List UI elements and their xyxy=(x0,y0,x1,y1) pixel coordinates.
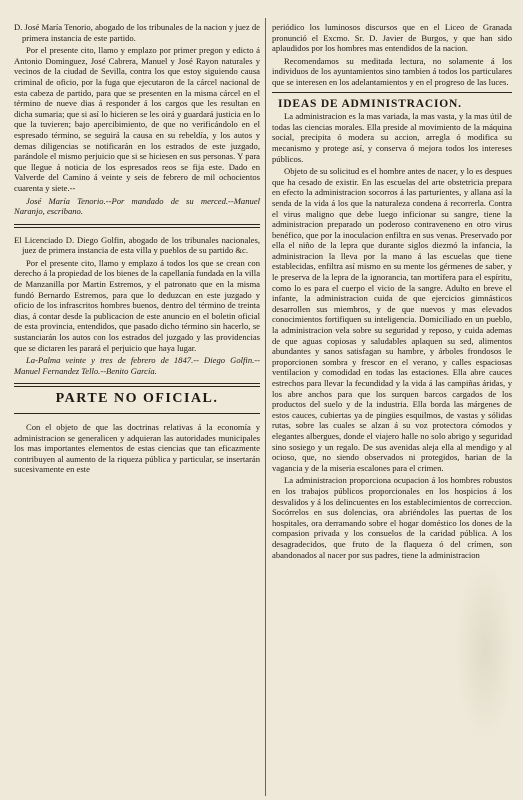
left-column xyxy=(14,22,260,477)
right-column xyxy=(272,22,512,562)
notice-golfin-signature: La-Palma veinte y tres de febrero de 1847.-- Diego Golfin.-- Manuel Fernandez Tello.--Benito García. xyxy=(14,355,260,376)
section-separator-bottom xyxy=(14,413,260,414)
administration-paragraph-2: Objeto de su solicitud es el hombre antes de nacer, y lo es despues que ha cesado de existir. En las escuelas del arte obstetricia prepara en efecto la administracion socorros á las parturientes, y allana así la senda de la vida á los que la naturaleza condena á recorrerla. Contra el virus maligno que debe luego inficionar su sangre, tiene la administracion preparado un poderoso contraveneno en otro virus benéfico, que por la inoculacion enfiltra en sus venas. Preservado por ella el niño de la lepra que durante siglos diezmó la infancia, la administracion la lleva por la mano á las escuelas que tiene establecidas, enfiltra así mismo en su mente los gérmenes de saber, y le preserva de la lepra de la ignorancia, tan mortífera para el espíritu, como lo es para el cuerpo el vicio de la sangre. Adulto en breve el infante, la administracion cuida de que ejercicios gimnásticos desarrollen sus miembros, y de que nuevos y mas elevados conocimientos fortifiquen su inteligencia. Domiciliado en un pueblo, la administracion vela sobre su seguridad y reposo, y cuida ademas de que aguas copiosas y saludables aplaquen su sed, alimentos abundantes y sanos satisfagan su hambre, y árboles frondosos le proporcionen sombra y frescor en el verano, y calles espaciosas ventilacion y comodidad en todas las estaciones. Ella abre cauces estrechos para llevar la fecundidad y la vida á las campiñas áridas, y los abre anchos para que los surquen barcos cargados de los productos del suelo y de la industria. Ella borda las márgenes de estos cauces, cubiertas ya de pingües esquilmos, de vastas y sólidas rutas, sobre las cuales se alzan á su voz protectora cómodos y elegantes albergues, donde el viajero halle no solo abrigo y seguridad sino sosiego y un regalo. De sus avenidas aleja ella al mendigo y al ocioso, que, no siendo observados ni protegidos, harian de la vagancia y de la miseria escalones para el crimen. xyxy=(272,166,512,473)
recommendation-paragraph: Recomendamos su meditada lectura, no solamente á los individuos de los ayuntamientos sino tambien á todos los particulares que se interesen en los adelantamientos y en el progreso de las luces. xyxy=(272,55,512,87)
notice-tenorio-body: Por el presente cito, llamo y emplazo por primer pregon y edicto á Antonio Dominguez, José Cabrera, Manuel y José Rayon naturales y vecinos de la ciudad de Sevilla, contra los que estoy siguiendo causa criminal de oficio, por la fuga que ejecutaron de la cárcel nacional de esta cabeza de partido, para que se presenten en la misma cárcel en el término de nueve dias á responder á los cargos que les resultan en dicha sumaria; que si así lo hicieren se les oirá y guardará justicia en lo que la tuvieren; bajo apercibimiento, de que no verificándolo en el espresado término, se seguirá la causa en su rebeldía, y los autos y demas diligencias se notificarán en los estrados de este juzgado, parándole el mismo perjuicio que si se hiciesen en sus personas. Y para que llegue á noticia de los espresados reos se fija este. Dado en Valverde del Camino á veinte y seis de febrero de mil ochocientos cuarenta y siete.-- xyxy=(14,45,260,193)
section-separator-top xyxy=(14,383,260,387)
intro-paragraph: Con el objeto de que las doctrinas relativas á la economía y administracion se generalicen y adquieran las autoridades municipales los mas importantes elementos de estas ciencias que tan eficazmente contribuyen al aumento de la riqueza pública y particular, se insertarán sucesivamente en este xyxy=(14,422,260,475)
paper-stain xyxy=(455,560,515,740)
notice-tenorio-heading: D. José María Tenorio, abogado de los tribunales de la nacion y juez de primera instancia de este partido. xyxy=(14,22,260,43)
section-title-parte-no-oficial: PARTE NO OFICIAL. xyxy=(55,391,219,407)
administration-paragraph-3: La administracion proporciona ocupacion á los hombres robustos en los trabajos públicos proporcionales en los hospicios á los desvalidos y á los delincuentes en los establecimientos de correccion. Socórrelos en sus dolencias, ora abriéndoles las puertas de los hospitales, ora derramando sobre el hogar doméstico los dones de la compasion privada y los consuelos de la caridad pública. A los desagradecidos, que fruto de la flaqueza ó del crímen, son abandonados al nacer por sus padres, tiene la administracion xyxy=(272,475,512,560)
column-divider xyxy=(265,18,266,796)
section-title-ideas-administracion: IDEAS DE ADMINISTRACION. xyxy=(278,97,462,110)
heading-rule xyxy=(272,92,512,93)
burgos-paragraph: periódico los luminosos discursos que en el Liceo de Granada pronunció el Excmo. Sr. D. Javier de Burgos, y que han sido aplaudidos por los hombres mas entendidos de la nacion. xyxy=(272,22,512,54)
notice-tenorio xyxy=(14,22,260,217)
notice-golfin-body: Por el presente cito, llamo y emplazo á todos los que se crean con derecho á la propiedad de los bienes de la capellanía fundada en la villa de Manzanilla por Martin Estremos, y el patronato que en la misma fundó Bernardo Estremos, para que lo deduzcan en este juzgado y oficio de los infrascritos hombres buenos, dentro del término de treinta dias, á contar desde la publicacion de este anuncio en el boletin oficial de esta provincia, entendidos, que pasado dicho término sin hacerlo, se sustanciarán los autos con los estrados del juzgado y las providencias que se dictaren les parará el perjuicio que haya lugar. xyxy=(14,257,261,353)
notice-separator xyxy=(14,224,260,228)
notice-golfin-heading: El Licenciado D. Diego Golfin, abogado de los tribunales nacionales, juez de primera instancia de esta villa y pueblos de su partido &c. xyxy=(14,234,260,256)
notice-golfin xyxy=(14,235,260,377)
administration-paragraph-1: La administracion es la mas variada, la mas vasta, y la mas útil de todas las ciencias morales. Ella preside al movimiento de la máquina social, precipita ó modera su accion, arregla ó modifica su mecanismo y protege así, y conserva ó mejora todos los intereses públicos. xyxy=(272,111,512,164)
notice-tenorio-signature: José María Tenorio.--Por mandado de su merced.--Manuel Naranjo, escribano. xyxy=(14,195,260,217)
